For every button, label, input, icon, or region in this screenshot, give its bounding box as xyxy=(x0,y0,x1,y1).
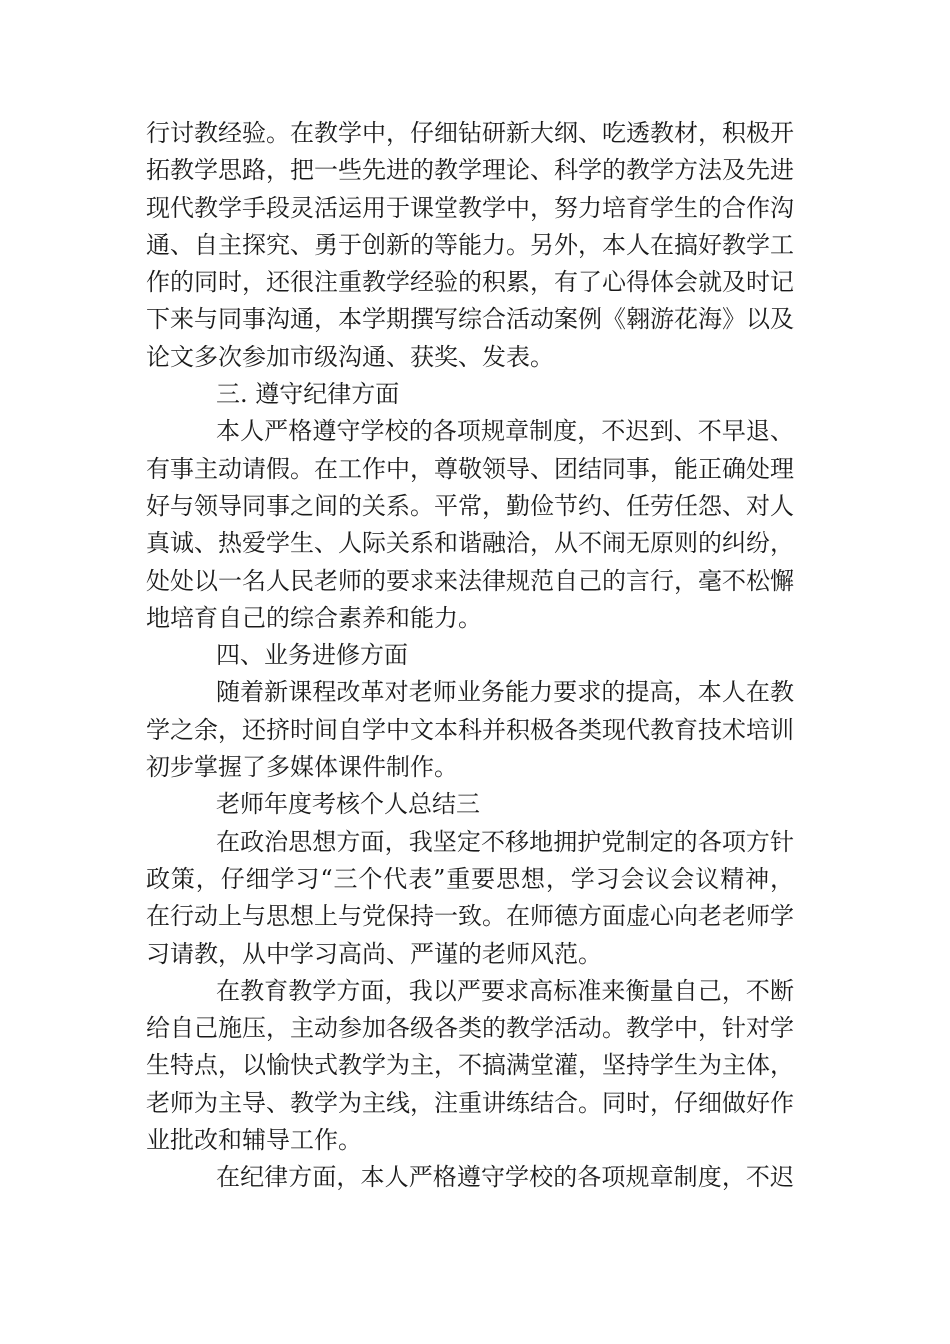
heading-text: 三. 遵守纪律方面 xyxy=(216,380,400,409)
text-line: 行讨教经验。在教学中，仔细钻研新大纲、吃透教材，积极开 xyxy=(146,119,794,147)
paragraph xyxy=(146,413,794,637)
text-line: 生特点，以愉快式教学为主，不搞满堂灌，坚持学生为主体， xyxy=(146,1051,794,1080)
text-line: 处处以一名人民老师的要求来法律规范自己的言行，毫不松懈 xyxy=(146,566,794,595)
text-line: 随着新课程改革对老师业务能力要求的提高，本人在教 xyxy=(216,678,794,707)
text-line: 政策，仔细学习“三个代表”重要思想，学习会议会议精神， xyxy=(146,864,794,893)
text-line: 老师为主导、教学为主线，注重讲练结合。同时，仔细做好作 xyxy=(146,1088,794,1117)
text-line: 好与领导同事之间的关系。平常，勤俭节约、任劳任怨、对人 xyxy=(146,491,794,520)
paragraph xyxy=(146,973,794,1159)
text-line: 地培育自己的综合素养和能力。 xyxy=(146,603,482,632)
section-heading xyxy=(146,637,794,674)
text-line: 通、自主探究、勇于创新的等能力。另外，本人在搞好教学工 xyxy=(146,230,794,259)
text-line: 本人严格遵守学校的各项规章制度，不迟到、不早退、 xyxy=(216,417,794,446)
text-line: 作的同时，还很注重教学经验的积累，有了心得体会就及时记 xyxy=(146,268,794,297)
paragraph xyxy=(146,824,794,973)
section-heading xyxy=(146,786,794,823)
text-line: 业批改和辅导工作。 xyxy=(146,1126,362,1155)
text-line: 在政治思想方面，我坚定不移地拥护党制定的各项方针 xyxy=(216,827,794,856)
text-line: 下来与同事沟通，本学期撰写综合活动案例《翱游花海》以及 xyxy=(146,305,794,334)
text-line: 现代教学手段灵活运用于课堂教学中，努力培育学生的合作沟 xyxy=(146,193,794,222)
text-line: 在纪律方面，本人严格遵守学校的各项规章制度，不迟 xyxy=(216,1163,794,1192)
text-line: 初步掌握了多媒体课件制作。 xyxy=(146,753,458,782)
text-line: 学之余，还挤时间自学中文本科并积极各类现代教育技术培训 xyxy=(146,715,794,744)
document-body xyxy=(146,115,794,1197)
text-line: 论文多次参加市级沟通、获奖、发表。 xyxy=(146,342,554,371)
text-line: 有事主动请假。在工作中，尊敬领导、团结同事，能正确处理 xyxy=(146,454,794,483)
text-line: 在教育教学方面，我以严要求高标准来衡量自己，不断 xyxy=(216,976,794,1005)
text-line: 习请教，从中学习高尚、严谨的老师风范。 xyxy=(146,939,602,968)
paragraph xyxy=(146,115,794,376)
text-line: 在行动上与思想上与党保持一致。在师德方面虚心向老老师学 xyxy=(146,902,794,931)
paragraph xyxy=(146,674,794,786)
text-line: 真诚、热爱学生、人际关系和谐融洽，从不闹无原则的纠纷， xyxy=(146,529,794,558)
text-line: 拓教学思路，把一些先进的教学理论、科学的教学方法及先进 xyxy=(146,156,794,185)
paragraph xyxy=(146,1159,794,1196)
text-line: 给自己施压，主动参加各级各类的教学活动。教学中，针对学 xyxy=(146,1014,794,1043)
section-heading xyxy=(146,376,794,413)
heading-text: 老师年度考核个人总结三 xyxy=(216,790,480,819)
heading-text: 四、业务进修方面 xyxy=(216,641,408,670)
